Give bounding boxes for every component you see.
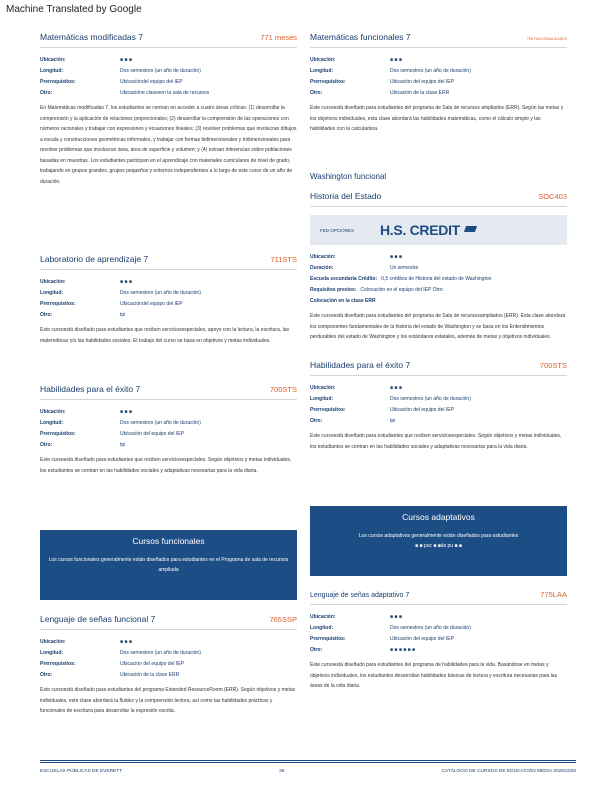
row-label: Prerrequisitos:: [310, 78, 346, 85]
box-title: Cursos funcionales: [132, 536, 205, 546]
row-label: Ubicación:: [310, 384, 336, 391]
course-code: 775LAA: [540, 590, 567, 599]
course-description: Este cursoestá diseñado para estudiantes que reciben serviciosespeciales. Según objetivos y metas individuales, los estudiantes se centran en las habilidades sociales y adaptativas necesarias para la vida diaria.: [310, 433, 562, 450]
hs-credit-text: H.S. CREDIT: [380, 222, 460, 238]
course-code: 700STS: [269, 385, 297, 394]
credit-label: FED OPCIONES: [320, 227, 355, 233]
course-functional-sign-language: [40, 614, 297, 717]
row-label: Prerrequisitos:: [40, 660, 76, 667]
row-label: Longitud:: [310, 67, 334, 74]
course-modified-math: [40, 32, 297, 254]
row-label: Longitud:: [40, 419, 64, 426]
row-label: Prerrequisitos:: [40, 78, 76, 85]
course-code: 750 FUNCIONALIDADES: [526, 37, 567, 41]
row-value: ■ ■ ■: [390, 613, 402, 620]
row-value: Ubicación del equipo del IEP: [390, 635, 454, 642]
course-skills-success-right: [310, 360, 567, 506]
row-value: Dos semestres (un año de duración): [120, 289, 201, 296]
machine-translated-banner: Machine Translated by Google: [6, 4, 142, 15]
row-value: Dos semestres (un año de duración): [120, 419, 201, 426]
graduation-cap-icon: [464, 225, 478, 235]
course-code: 765SSP: [269, 615, 297, 624]
row-value: Ubicación del equipo del IEP: [390, 406, 454, 413]
row-value: Ubicación del equipo del IEP: [120, 430, 184, 437]
row-label: Prerrequisitos:: [310, 635, 346, 642]
course-title-line2: Historia del Estado: [310, 191, 382, 201]
row-value: Dos semestres (un año de duración): [120, 649, 201, 656]
course-code: 711STS: [270, 255, 297, 264]
row-label: Prerrequisitos:: [310, 406, 346, 413]
row-label: Otro:: [40, 671, 53, 678]
course-title-line1: Washington funcional: [310, 172, 387, 181]
row-value: ■ ■ ■: [390, 56, 402, 63]
row-value: Ubicación del equipo del IEP: [390, 78, 454, 85]
row-value: 0,5 créditos de Historia del estado de Washington: [381, 275, 492, 282]
row-value: ■ ■ ■: [120, 408, 132, 415]
row-label: Otro:: [310, 89, 323, 96]
row-value: Dos semestres (un año de duración): [390, 67, 471, 74]
row-label: Longitud:: [40, 67, 64, 74]
course-description: Este cursoestá diseñado para estudiantes del programa de Sala de recursos ampliados (ERR). Según las metas y los objetivos individuales, esta clase abordará las habilidades matemáticas, como el cálculo simple y las habilidades con la calculadora.: [310, 105, 564, 132]
row-label: Escuela secundaria Crédito:: [310, 275, 378, 282]
course-adaptive-sign-language: [310, 590, 567, 692]
course-skills-success: [40, 384, 297, 530]
course-description: Este cursoestá diseñado para estudiantes del programa de habilidades para la vida. Basándose en metas y objetivos individuales, los estudiantes desarrollan habilidades básicas de lectura y escritura necesarias para las áreas de la vida diaria.: [310, 662, 558, 689]
row-label: Ubicación:: [40, 56, 66, 63]
row-value: Ubicación de la clase ERR: [390, 89, 450, 96]
row-label: Ubicación:: [310, 56, 336, 63]
row-label: Longitud:: [40, 289, 64, 296]
course-title: Matemáticas modificadas 7: [40, 32, 143, 42]
row-value: tpi: [390, 417, 396, 424]
row-value: ■ ■ ■: [390, 253, 402, 260]
row-label: Requisitos previos:: [310, 286, 357, 293]
row-label: Prerrequisitos:: [40, 430, 76, 437]
course-title: Laboratorio de aprendizaje 7: [40, 254, 149, 264]
row-value: Ubicación de la clase ERR: [120, 671, 180, 678]
row-label: Otro:: [310, 417, 323, 424]
course-description: Este cursoestá diseñado para estudiantes del programa de Sala de recursosampliados (ERR). Esta clase abordará los componentes fundamentales de la historia del estado de Washington y se basa en los Entendimientos perdurables del estado de Washington y los estándares estatales, además de metas y objetivos individuales.: [310, 313, 566, 340]
functional-courses-box: [40, 530, 297, 600]
hs-credit-banner: [310, 215, 567, 245]
footer-catalog: CATÁLOGO DE CURSOS DE EDUCACIÓN MEDIA 2025/2026: [441, 769, 576, 774]
row-value: Ubicacióne clasesen la sala de recursos: [120, 89, 210, 96]
course-learning-lab: [40, 254, 297, 384]
row-value: Dos semestres (un año de duración): [120, 67, 201, 74]
box-title: Cursos adaptativos: [402, 512, 475, 522]
row-label: Ubicación:: [310, 253, 336, 260]
row-value: ■ ■ ■: [120, 638, 132, 645]
row-value: ■ ■ ■: [120, 278, 132, 285]
row-label: Longitud:: [40, 649, 64, 656]
row-label: Otro:: [40, 311, 53, 318]
course-wa-state-history: [310, 172, 567, 358]
course-description: En Matemáticas modificadas 7, los estudiantes se centran en acceder a cuatro áreas críticas: (1) desarrollar la comprensión y la aplicación de relaciones proporcionales; (2) desarrollar la comprensión de las operaciones con números racionales y trabajar con expresiones y ecuaciones lineales; (3) resolver problemas que involucran dibujos a escala y construcciones geométricas informales, y trabajar con formas bidimensionales y tridimensionales para resolver problemas que involucran área, área de superficie y volumen; y (4) extraer inferencias sobre poblaciones basadas en muestras. Los estudiantes participan en el aprendizaje con materiales curriculares de nivel de grado, trabajando en grupos grandes, grupos pequeños y entornos independientes a lo largo de este curso de un año de duración.: [40, 105, 297, 185]
course-description: Este cursoestá diseñado para estudiantes que reciben serviciosespeciales. Según objetivos y metas individuales, los estudiantes se centran en las habilidades sociales y adaptativas necesarias para la vida diaria.: [40, 457, 292, 474]
course-title: Matemáticas funcionales 7: [310, 32, 411, 42]
footer-school: ESCUELAS PÚBLICAS DE EVERETT: [40, 769, 123, 774]
row-value: Dos semestres (un año de duración): [390, 395, 471, 402]
course-title: Habilidades para el éxito 7: [40, 384, 141, 394]
row-value: tpi: [120, 441, 126, 448]
box-description: Los cursos funcionales generalmente están diseñados para estudiantes en el Programa de sala de recursos ampliada: [48, 557, 289, 573]
course-description: Este cursoestá diseñado para estudiantes del programa Extended ResourceRoom (ERR). Según objetivos y metas individuales, este clase abordará la fluidez y la comprensión lectora, así como las habilidades prácticas y funcionales de escritura para desarrollar la expresión escrita.: [40, 687, 296, 714]
box-description: Los cursos adaptativos generalmente están diseñados para estudiantes: [358, 533, 519, 539]
row-label: Longitud:: [310, 395, 334, 402]
box-description-2: ■ ■ puc ■ ■ás pu ■ ■: [415, 543, 462, 549]
course-title: Lenguaje de señas adaptativo 7: [310, 592, 410, 599]
row-label: Longitud:: [310, 624, 334, 631]
row-label: Ubicación:: [40, 278, 66, 285]
page-footer: [40, 760, 576, 774]
row-value: ■ ■ ■: [120, 56, 132, 63]
row-value: tpi: [120, 311, 126, 318]
row-label: Colocación en la clase ERR: [310, 297, 376, 304]
row-value: ■ ■ ■ ■ ■ ■: [390, 646, 416, 653]
row-value: Colocación en el equipo del IEP Otro:: [360, 286, 444, 293]
footer-page-number: 35: [279, 769, 285, 774]
row-value: Ubicacióndel equipo del IEP: [120, 78, 183, 85]
row-value: Dos semestres (un año de duración): [390, 624, 471, 631]
course-code: 771 meses: [260, 33, 297, 42]
course-functional-math: [310, 32, 567, 172]
row-value: Un semestre: [390, 264, 419, 271]
left-column: [40, 32, 297, 717]
row-label: Ubicación:: [310, 613, 336, 620]
row-label: Otro:: [40, 89, 53, 96]
row-label: Ubicación:: [40, 408, 66, 415]
row-label: Ubicación:: [40, 638, 66, 645]
adaptive-courses-box: [310, 506, 567, 576]
row-label: Otro:: [40, 441, 53, 448]
course-description: Este cursoestá diseñado para estudiantes que reciben serviciosespeciales, apoyo con la lectura, la escritura, las matemáticas y/o las habilidades sociales. El trabajo del curso se basa en objetivos y metas individuales.: [40, 327, 290, 344]
row-label: Otro:: [310, 646, 323, 653]
row-label: Duración:: [310, 264, 334, 271]
row-value: Ubicación del equipo del IEP: [120, 660, 184, 667]
course-code: SOC403: [538, 192, 567, 201]
row-value: Ubicacióndel equipo del IEP: [120, 300, 183, 307]
course-code: 700STS: [539, 361, 567, 370]
row-label: Prerrequisitos:: [40, 300, 76, 307]
right-column: [310, 32, 567, 692]
course-title: Lenguaje de señas funcional 7: [40, 614, 156, 624]
row-value: ■ ■ ■: [390, 384, 402, 391]
course-title: Habilidades para el éxito 7: [310, 360, 411, 370]
